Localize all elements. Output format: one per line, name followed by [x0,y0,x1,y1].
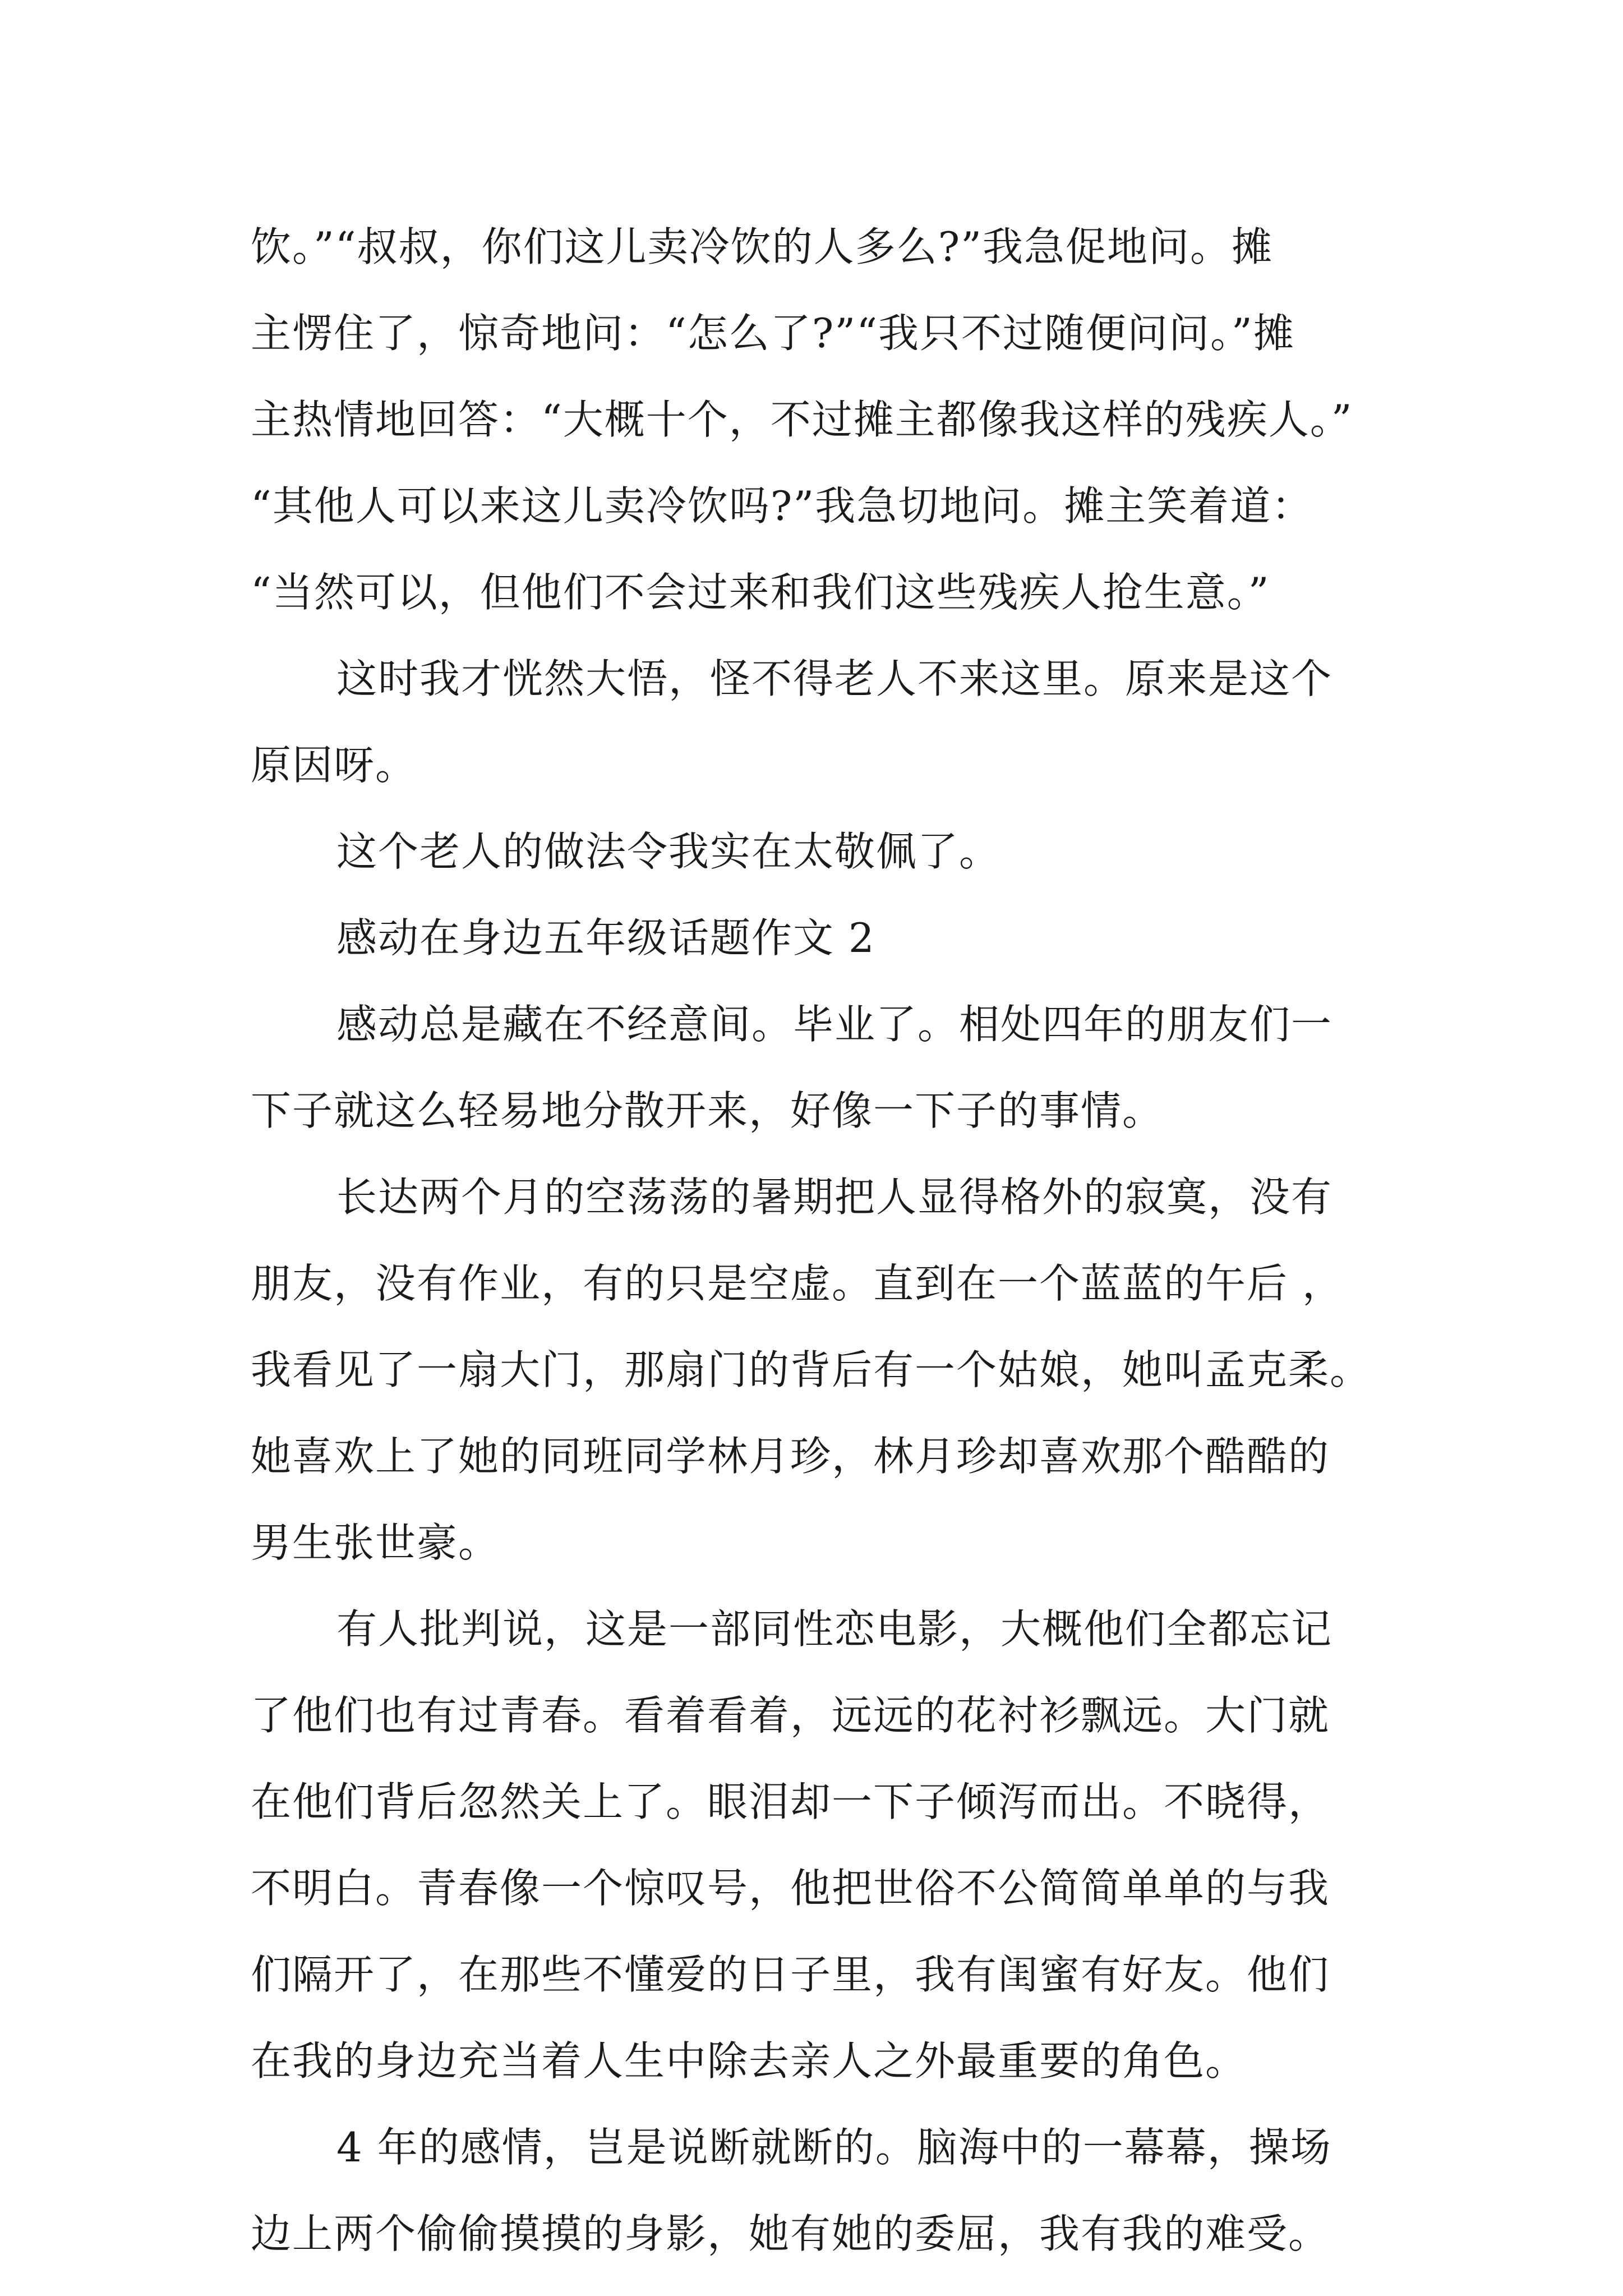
text-line: 她喜欢上了她的同班同学林月珍，林月珍却喜欢那个酷酷的 [251,1433,1330,1480]
section-title: 感动在身边五年级话题作文 2 [336,914,875,961]
text-line: 下子就这么轻易地分散开来，好像一下子的事情。 [251,1087,1164,1134]
text-line: 边上两个偷偷摸摸的身影，她有她的委屈，我有我的难受。 [251,2210,1330,2257]
text-line: 主愣住了，惊奇地问：“怎么了?”“我只不过随便问问。”摊 [251,310,1295,357]
paragraph-start-line: 4 年的感情，岂是说断就断的。脑海中的一幕幕，操场 [336,2124,1332,2171]
text-line: 了他们也有过青春。看着看着，远远的花衬衫飘远。大门就 [251,1692,1330,1739]
text-line: 饮。”“叔叔，你们这儿卖冷饮的人多么?”我急促地问。摊 [251,223,1274,270]
text-line: 们隔开了，在那些不懂爱的日子里，我有闺蜜有好友。他们 [251,1951,1330,1998]
paragraph-start-line: 这时我才恍然大悟，怪不得老人不来这里。原来是这个 [336,655,1333,702]
paragraph-start-line: 有人批判说，这是一部同性恋电影，大概他们全都忘记 [336,1605,1333,1653]
paragraph-start-line: 这个老人的做法令我实在太敬佩了。 [336,828,1001,875]
text-line: 男生张世豪。 [251,1519,500,1566]
text-line: 不明白。青春像一个惊叹号，他把世俗不公简简单单的与我 [251,1865,1330,1912]
text-line: 主热情地回答：“大概十个，不过摊主都像我这样的残疾人。” [251,396,1353,443]
text-line: 在他们背后忽然关上了。眼泪却一下子倾泻而出。不晓得， [251,1778,1330,1825]
text-line: “当然可以，但他们不会过来和我们这些残疾人抢生意。” [251,569,1270,616]
text-line: 原因呀。 [251,742,417,789]
paragraph-start-line: 长达两个月的空荡荡的暑期把人显得格外的寂寞，没有 [336,1174,1333,1221]
text-line: “其他人可以来这儿卖冷饮吗?”我急切地问。摊主笑着道： [251,482,1313,530]
text-line: 朋友，没有作业，有的只是空虚。直到在一个蓝蓝的午后 ， [251,1260,1344,1307]
text-line: 在我的身边充当着人生中除去亲人之外最重要的角色。 [251,2037,1247,2085]
paragraph-start-line: 感动总是藏在不经意间。毕业了。相处四年的朋友们一 [336,1001,1333,1048]
text-line: 我看见了一扇大门，那扇门的背后有一个姑娘，她叫孟克柔。 [251,1346,1372,1393]
